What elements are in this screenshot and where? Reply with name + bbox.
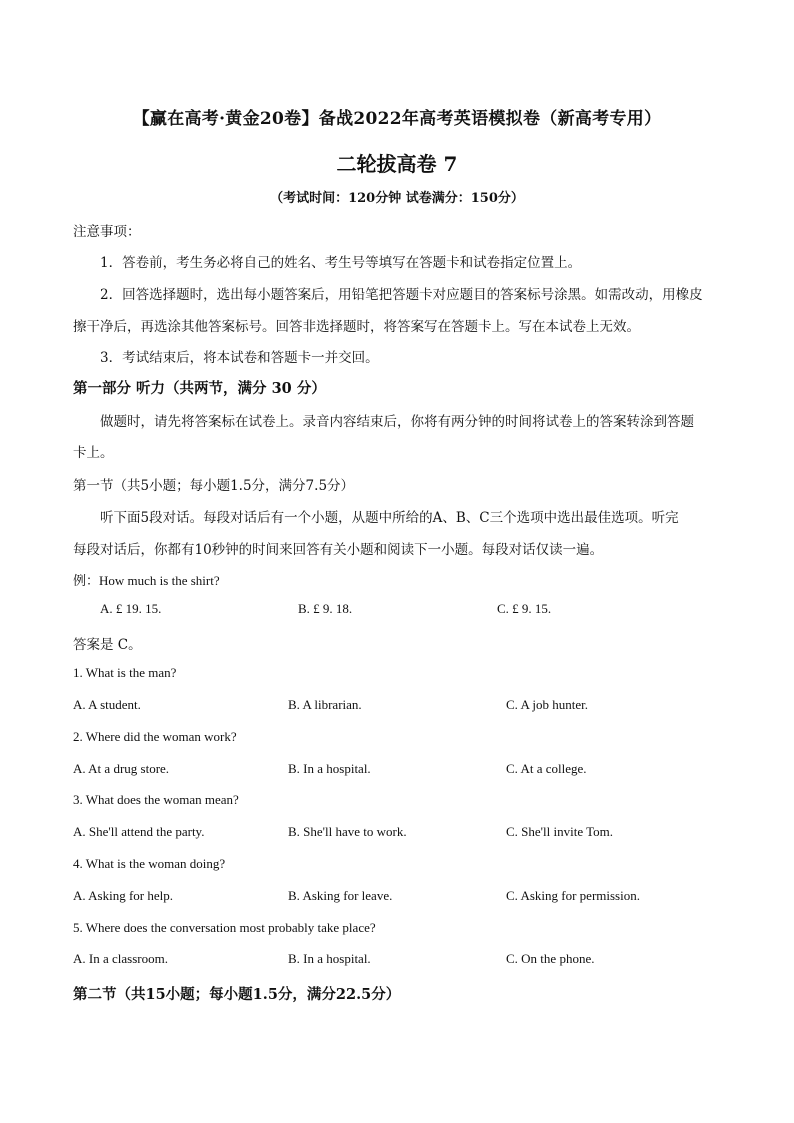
example-answer: 答案是 C。 [73, 637, 142, 653]
question-5-option-a: A. In a classroom. [73, 951, 168, 966]
question-3-option-c: C. She'll invite Tom. [506, 824, 614, 839]
question-4: 4. What is the woman doing? [73, 856, 226, 871]
question-4-option-a: A. Asking for help. [73, 888, 174, 903]
exam-info: （考试时间：120分钟 试卷满分：150分） [270, 191, 524, 206]
example-option-a: A. £ 19. 15. [100, 601, 162, 616]
section1-intro-a: 听下面5段对话。每段对话后有一个小题，从题中所给的A、B、C三个选项中选出最佳选项。听完 [100, 510, 679, 526]
notes-item-3: 3．考试结束后，将本试卷和答题卡一并交回。 [100, 350, 379, 366]
question-5-option-c: C. On the phone. [506, 951, 595, 966]
section1-intro-b: 每段对话后，你都有10秒钟的时间来回答有关小题和阅读下一小题。每段对话仅读一遍。 [73, 542, 604, 558]
notes-item-2a: 2．回答选择题时，选出每小题答案后，用铅笔把答题卡对应题目的答案标号涂黑。如需改动，用橡皮 [100, 287, 703, 303]
notes-heading: 注意事项： [73, 224, 141, 240]
question-1: 1. What is the man? [73, 665, 177, 680]
part1-intro-a: 做题时，请先将答案标在试卷上。录音内容结束后，你将有两分钟的时间将试卷上的答案转涂到答题 [100, 414, 694, 430]
question-5: 5. Where does the conversation most probably take place? [73, 920, 376, 935]
question-4-option-c: C. Asking for permission. [506, 888, 640, 903]
example-question: 例：How much is the shirt? [73, 573, 220, 588]
exam-title: 【赢在高考·黄金20卷】备战2022年高考英语模拟卷（新高考专用） [132, 109, 662, 129]
question-2-option-a: A. At a drug store. [73, 761, 170, 776]
part1-heading: 第一部分 听力（共两节，满分 30 分） [73, 380, 326, 397]
notes-item-1: 1．答卷前，考生务必将自己的姓名、考生号等填写在答题卡和试卷指定位置上。 [100, 255, 582, 271]
question-2-option-b: B. In a hospital. [288, 761, 371, 776]
question-5-option-b: B. In a hospital. [288, 951, 371, 966]
part1-intro-b: 卡上。 [73, 445, 114, 461]
question-3-option-a: A. She'll attend the party. [73, 824, 205, 839]
question-1-option-b: B. A librarian. [288, 697, 362, 712]
question-2-option-c: C. At a college. [506, 761, 587, 776]
section2-heading: 第二节（共15小题；每小题1.5分，满分22.5分） [73, 986, 401, 1003]
question-3: 3. What does the woman mean? [73, 792, 239, 807]
section1-heading: 第一节（共5小题；每小题1.5分，满分7.5分） [73, 478, 355, 494]
question-2: 2. Where did the woman work? [73, 729, 237, 744]
notes-item-2b: 擦干净后，再选涂其他答案标号。回答非选择题时，将答案写在答题卡上。写在本试卷上无效。 [73, 319, 640, 335]
question-4-option-b: B. Asking for leave. [288, 888, 393, 903]
example-option-c: C. £ 9. 15. [497, 601, 552, 616]
question-1-option-a: A. A student. [73, 697, 141, 712]
question-3-option-b: B. She'll have to work. [288, 824, 407, 839]
question-1-option-c: C. A job hunter. [506, 697, 588, 712]
example-option-b: B. £ 9. 18. [298, 601, 353, 616]
exam-subtitle: 二轮拔高卷 7 [336, 152, 458, 176]
